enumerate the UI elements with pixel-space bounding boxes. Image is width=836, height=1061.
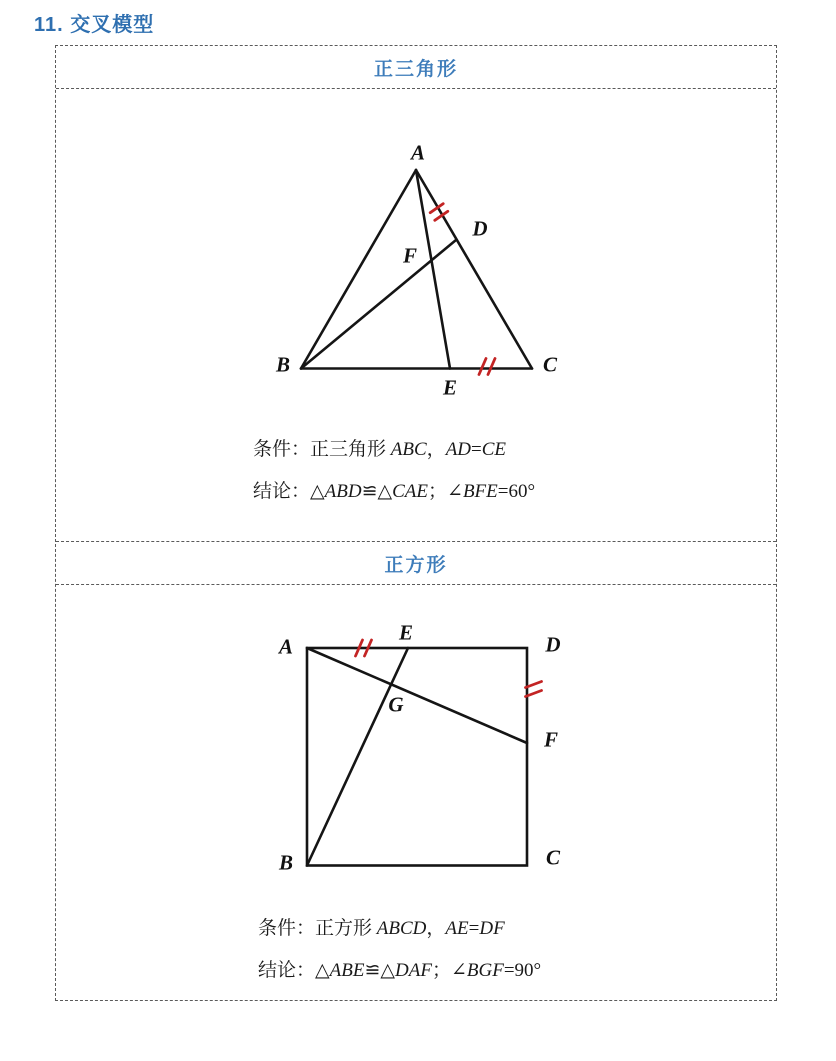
vertex-label-d: D [472,216,488,241]
segment-AF [307,648,527,743]
text-segment: ABCD [376,918,427,939]
text-segment: ≌ [361,481,378,502]
text-segment: ≌ [364,960,381,981]
vertex-label-b: B [278,850,294,875]
text-segment: ， [426,439,446,460]
text-segment: =60° [497,481,536,502]
text-segment: 结论： [258,960,316,981]
text-segment: DAF [395,960,432,981]
text-segment: BFE [462,481,498,502]
text-segment: BGF [466,960,504,981]
text-segment: ∠ [447,481,463,502]
text-segment: 正方形 [315,918,377,939]
square-ABCD [307,648,527,866]
vertex-label-c: C [542,352,558,377]
vertex-label-b: B [275,352,291,377]
section-header-equilateral-triangle [56,46,776,89]
text-segment: CAE [392,481,429,502]
tick-mark-CE [479,359,495,375]
text-segment: ABE [329,960,365,981]
text-segment: ； [428,481,448,502]
text-segment: AE [445,918,469,939]
conclusion-text [253,481,535,503]
text-segment: 条件： [253,439,311,460]
section-header-label: 正方形 [384,554,448,576]
condition-text [258,918,505,940]
text-segment: AD [445,439,472,460]
text-segment: ， [426,918,446,939]
vertex-label-f: F [402,243,418,268]
vertex-label-a: A [278,634,294,659]
text-segment: △ [315,960,330,981]
vertex-label-d: D [545,632,561,657]
square-figure [56,585,776,1000]
text-segment: 结论： [253,481,311,502]
text-segment: ABD [324,481,362,502]
vertex-label-f: F [543,727,559,752]
text-segment: △ [310,481,325,502]
section-header-label: 正三角形 [373,58,458,80]
text-segment: CE [481,439,507,460]
segment-BE [307,648,408,866]
text-segment: ∠ [450,960,467,981]
equilateral-triangle-figure [56,89,776,542]
section-header-square [56,542,776,585]
page-title: 11. 交叉模型 [34,14,155,36]
side-AB [301,170,416,369]
conclusion-text [258,960,541,982]
vertex-label-c: C [545,845,561,870]
model-table [55,45,777,1001]
condition-text [253,439,506,461]
text-segment: 条件： [258,918,316,939]
text-segment: DF [479,918,505,939]
vertex-label-e: E [442,375,458,400]
vertex-label-a: A [410,140,426,165]
text-segment: ； [431,960,451,981]
text-segment: △ [377,481,393,502]
text-segment: 正三角形 [310,439,391,460]
text-segment: △ [380,960,396,981]
text-segment: =90° [503,960,542,981]
vertex-label-e: E [398,620,414,645]
vertex-label-g: G [388,692,404,717]
text-segment: = [471,439,482,460]
text-segment: = [468,918,480,939]
cevian-BD [301,240,456,369]
text-segment: ABC [390,439,427,460]
